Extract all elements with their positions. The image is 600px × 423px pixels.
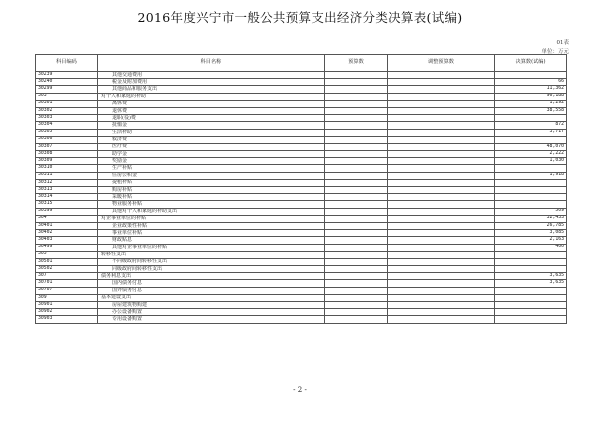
cell-name: 房屋建筑物购建 xyxy=(98,302,325,309)
table-row xyxy=(36,222,567,229)
cell-code: 30299 xyxy=(36,86,98,93)
table-row xyxy=(36,72,567,79)
cell-final: 1,292 xyxy=(495,100,567,107)
cell-adjusted xyxy=(388,222,495,229)
cell-final: 2,163 xyxy=(495,237,567,244)
cell-budget xyxy=(325,222,388,229)
table-row xyxy=(36,201,567,208)
cell-final: 3,635 xyxy=(495,273,567,280)
table-row xyxy=(36,244,567,251)
cell-adjusted xyxy=(388,258,495,265)
cell-code: 30239 xyxy=(36,72,98,79)
cell-name: 国外债务付息 xyxy=(98,287,325,294)
cell-name: 购房补贴 xyxy=(98,187,325,194)
cell-adjusted xyxy=(388,179,495,186)
cell-adjusted xyxy=(388,266,495,273)
cell-code: 30308 xyxy=(36,151,98,158)
cell-final: 32,433 xyxy=(495,215,567,222)
table-row xyxy=(36,309,567,316)
table-row xyxy=(36,165,567,172)
cell-adjusted xyxy=(388,316,495,323)
cell-name: 事业单位补贴 xyxy=(98,230,325,237)
document-title: 2016年度兴宁市一般公共预算支出经济分类决算表(试编) xyxy=(137,10,463,25)
cell-code: 30313 xyxy=(36,187,98,194)
table-row xyxy=(36,266,567,273)
cell-final xyxy=(495,266,567,273)
cell-budget xyxy=(325,165,388,172)
cell-code: 30499 xyxy=(36,244,98,251)
cell-budget xyxy=(325,237,388,244)
cell-name: 抚恤金 xyxy=(98,122,325,129)
table-row xyxy=(36,136,567,143)
cell-name: 奖励金 xyxy=(98,158,325,165)
cell-name: 医疗费 xyxy=(98,143,325,150)
cell-budget xyxy=(325,273,388,280)
cell-adjusted xyxy=(388,93,495,100)
cell-adjusted xyxy=(388,237,495,244)
cell-budget xyxy=(325,280,388,287)
cell-final xyxy=(495,287,567,294)
cell-budget xyxy=(325,294,388,301)
cell-name: 债务利息支出 xyxy=(98,273,325,280)
cell-budget xyxy=(325,215,388,222)
cell-final xyxy=(495,251,567,258)
cell-budget xyxy=(325,266,388,273)
table-row xyxy=(36,215,567,222)
cell-adjusted xyxy=(388,251,495,258)
table-row xyxy=(36,107,567,114)
cell-adjusted xyxy=(388,302,495,309)
cell-adjusted xyxy=(388,187,495,194)
cell-adjusted xyxy=(388,287,495,294)
cell-final: 2,222 xyxy=(495,151,567,158)
table-row xyxy=(36,273,567,280)
cell-adjusted xyxy=(388,194,495,201)
cell-name: 离休费 xyxy=(98,100,325,107)
table-row xyxy=(36,158,567,165)
table-row xyxy=(36,237,567,244)
cell-code: 30701 xyxy=(36,280,98,287)
cell-name: 税金及附加费用 xyxy=(98,79,325,86)
cell-code: 303 xyxy=(36,93,98,100)
cell-final xyxy=(495,201,567,208)
cell-name: 助学金 xyxy=(98,151,325,158)
cell-name: 国内债务付息 xyxy=(98,280,325,287)
cell-name: 其他交通费用 xyxy=(98,72,325,79)
cell-name: 其他对企事业单位的补贴 xyxy=(98,244,325,251)
table-row xyxy=(36,79,567,86)
cell-code: 30315 xyxy=(36,201,98,208)
cell-code: 30314 xyxy=(36,194,98,201)
cell-code: 30240 xyxy=(36,79,98,86)
cell-budget xyxy=(325,258,388,265)
cell-adjusted xyxy=(388,158,495,165)
cell-name: 财政贴息 xyxy=(98,237,325,244)
cell-adjusted xyxy=(388,129,495,136)
table-row xyxy=(36,143,567,150)
cell-name: 退休费 xyxy=(98,107,325,114)
cell-adjusted xyxy=(388,208,495,215)
cell-adjusted xyxy=(388,201,495,208)
cell-budget xyxy=(325,86,388,93)
cell-final: 509 xyxy=(495,208,567,215)
cell-code: 309 xyxy=(36,294,98,301)
cell-final xyxy=(495,294,567,301)
cell-code: 30901 xyxy=(36,302,98,309)
cell-code: 30301 xyxy=(36,100,98,107)
cell-name: 采暖补贴 xyxy=(98,194,325,201)
cell-code: 30311 xyxy=(36,172,98,179)
cell-code: 30306 xyxy=(36,136,98,143)
header-final: 决算数(试编) xyxy=(495,55,567,72)
cell-final: 26,785 xyxy=(495,222,567,229)
cell-budget xyxy=(325,244,388,251)
cell-name: 企业政策性补贴 xyxy=(98,222,325,229)
cell-final: 3,717 xyxy=(495,129,567,136)
header-adjusted: 调整预算数 xyxy=(388,55,495,72)
table-row xyxy=(36,86,567,93)
cell-budget xyxy=(325,100,388,107)
cell-name: 提租补贴 xyxy=(98,179,325,186)
cell-name: 退职(役)费 xyxy=(98,115,325,122)
cell-name: 转移性支出 xyxy=(98,251,325,258)
cell-budget xyxy=(325,136,388,143)
cell-budget xyxy=(325,230,388,237)
cell-adjusted xyxy=(388,244,495,251)
table-row xyxy=(36,208,567,215)
table-row xyxy=(36,302,567,309)
cell-code: 30402 xyxy=(36,230,98,237)
cell-adjusted xyxy=(388,165,495,172)
cell-budget xyxy=(325,79,388,86)
cell-budget xyxy=(325,201,388,208)
cell-adjusted xyxy=(388,151,495,158)
page-number: - 2 - xyxy=(293,386,307,394)
cell-name: 住房公积金 xyxy=(98,172,325,179)
cell-final xyxy=(495,179,567,186)
cell-name: 不同级政府间转移性支出 xyxy=(98,258,325,265)
table-row xyxy=(36,179,567,186)
cell-code: 30501 xyxy=(36,258,98,265)
cell-final: 38,558 xyxy=(495,107,567,114)
cell-final xyxy=(495,258,567,265)
cell-name: 物业服务补贴 xyxy=(98,201,325,208)
cell-name: 其他商品和服务支出 xyxy=(98,86,325,93)
cell-adjusted xyxy=(388,122,495,129)
cell-budget xyxy=(325,151,388,158)
cell-code: 307 xyxy=(36,273,98,280)
table-row xyxy=(36,151,567,158)
cell-adjusted xyxy=(388,79,495,86)
cell-final: 48,070 xyxy=(495,143,567,150)
cell-final: 1,918 xyxy=(495,172,567,179)
cell-adjusted xyxy=(388,100,495,107)
table-row xyxy=(36,129,567,136)
cell-adjusted xyxy=(388,215,495,222)
cell-name: 生产补贴 xyxy=(98,165,325,172)
cell-code: 30302 xyxy=(36,107,98,114)
table-body xyxy=(36,72,567,324)
cell-name: 基本建设支出 xyxy=(98,294,325,301)
table-row xyxy=(36,280,567,287)
cell-budget xyxy=(325,158,388,165)
cell-code: 30403 xyxy=(36,237,98,244)
cell-name: 专用设备购置 xyxy=(98,316,325,323)
cell-final xyxy=(495,165,567,172)
cell-final xyxy=(495,136,567,143)
cell-code: 30307 xyxy=(36,143,98,150)
cell-final xyxy=(495,316,567,323)
cell-budget xyxy=(325,107,388,114)
table-row xyxy=(36,187,567,194)
cell-code: 30305 xyxy=(36,129,98,136)
cell-final xyxy=(495,115,567,122)
cell-final: 3,635 xyxy=(495,280,567,287)
cell-adjusted xyxy=(388,230,495,237)
expenditure-table xyxy=(35,54,567,324)
table-row xyxy=(36,230,567,237)
cell-code: 30304 xyxy=(36,122,98,129)
cell-final: 96,188 xyxy=(495,93,567,100)
cell-adjusted xyxy=(388,294,495,301)
table-row xyxy=(36,294,567,301)
cell-budget xyxy=(325,208,388,215)
cell-adjusted xyxy=(388,309,495,316)
cell-code: 30903 xyxy=(36,316,98,323)
header-code: 科目编码 xyxy=(36,55,98,72)
cell-code: 30707 xyxy=(36,287,98,294)
cell-budget xyxy=(325,287,388,294)
cell-code: 304 xyxy=(36,215,98,222)
cell-name: 对企事业单位的补贴 xyxy=(98,215,325,222)
cell-budget xyxy=(325,172,388,179)
cell-adjusted xyxy=(388,143,495,150)
cell-final: 3,085 xyxy=(495,230,567,237)
cell-final: 872 xyxy=(495,122,567,129)
cell-final xyxy=(495,72,567,79)
cell-name: 救济费 xyxy=(98,136,325,143)
table-row xyxy=(36,115,567,122)
cell-name: 对个人和家庭的补助 xyxy=(98,93,325,100)
cell-name: 生活补助 xyxy=(98,129,325,136)
cell-budget xyxy=(325,194,388,201)
table-row xyxy=(36,122,567,129)
table-header-row xyxy=(36,55,567,72)
cell-final xyxy=(495,187,567,194)
cell-budget xyxy=(325,187,388,194)
cell-code: 305 xyxy=(36,251,98,258)
cell-budget xyxy=(325,143,388,150)
cell-name: 办公设备购置 xyxy=(98,309,325,316)
cell-adjusted xyxy=(388,136,495,143)
cell-final: 11,362 xyxy=(495,86,567,93)
cell-adjusted xyxy=(388,86,495,93)
cell-adjusted xyxy=(388,273,495,280)
cell-adjusted xyxy=(388,172,495,179)
unit-label: 单位：万元 xyxy=(541,49,569,55)
table-row xyxy=(36,93,567,100)
cell-budget xyxy=(325,309,388,316)
cell-name: 同级政府间转移性支出 xyxy=(98,266,325,273)
table-row xyxy=(36,251,567,258)
table-row xyxy=(36,172,567,179)
cell-adjusted xyxy=(388,280,495,287)
cell-final xyxy=(495,194,567,201)
cell-budget xyxy=(325,72,388,79)
cell-budget xyxy=(325,251,388,258)
cell-code: 30312 xyxy=(36,179,98,186)
cell-budget xyxy=(325,179,388,186)
cell-adjusted xyxy=(388,72,495,79)
cell-code: 30399 xyxy=(36,208,98,215)
cell-code: 30309 xyxy=(36,158,98,165)
cell-final: 400 xyxy=(495,244,567,251)
cell-adjusted xyxy=(388,115,495,122)
cell-code: 30401 xyxy=(36,222,98,229)
cell-budget xyxy=(325,122,388,129)
cell-final xyxy=(495,309,567,316)
cell-code: 30310 xyxy=(36,165,98,172)
cell-budget xyxy=(325,302,388,309)
table-row xyxy=(36,287,567,294)
cell-final: 66 xyxy=(495,79,567,86)
cell-code: 30303 xyxy=(36,115,98,122)
cell-code: 30502 xyxy=(36,266,98,273)
cell-budget xyxy=(325,129,388,136)
cell-code: 30902 xyxy=(36,309,98,316)
cell-budget xyxy=(325,115,388,122)
cell-final xyxy=(495,302,567,309)
header-name: 科目名称 xyxy=(98,55,325,72)
form-number: 01表 xyxy=(556,40,569,46)
cell-name: 其他对个人和家庭的补助支出 xyxy=(98,208,325,215)
cell-final: 1,030 xyxy=(495,158,567,165)
cell-budget xyxy=(325,316,388,323)
table-row xyxy=(36,194,567,201)
cell-adjusted xyxy=(388,107,495,114)
table-row xyxy=(36,316,567,323)
cell-budget xyxy=(325,93,388,100)
table-row xyxy=(36,100,567,107)
table-row xyxy=(36,258,567,265)
header-budget: 预算数 xyxy=(325,55,388,72)
